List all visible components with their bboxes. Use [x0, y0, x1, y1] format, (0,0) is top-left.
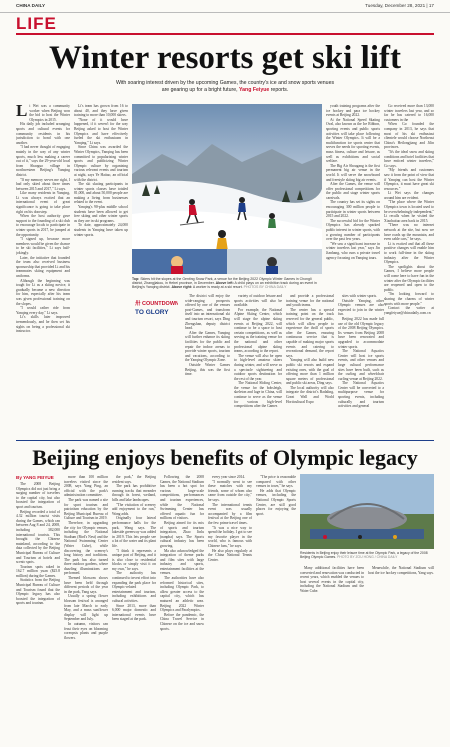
headline-secondary: Beijing enjoys benefits of Olympic legacy — [32, 445, 418, 470]
paragraph: Since 2013, more than 6,000 major domestic and international events have been staged at the park. — [112, 603, 156, 622]
paragraph: sites with winter sports. — [342, 294, 378, 298]
paragraph: "None of it would have happened, if it weren't for the way Beijing asked to host the Winter Olympics and have effectively fueled the ski enthusiasm in Yanqing," Li says. — [74, 117, 128, 145]
paragraph: Themed blossom shows have been held through different periods of the year in the park, Yang says. — [64, 576, 108, 594]
article2-col3 — [112, 475, 156, 740]
paragraph: Beijing recorded a total of 4.32 million tourist visits during the Games, which ran between Aug 8 and 24, 2008, including 382,000 international tourists. This brought the Chinese mainland, according to the data collected by the Beijing Municipal Bureau of Culture and Tourism at hotels and scenic spots. — [16, 509, 60, 565]
paragraph: more than 100 million travelers visited since the 2008, says Yang Ping, an official with the park's administration committee. — [64, 475, 108, 498]
paragraph: When Go founded the company in 2013, he says that most of his ski enthusiast clientele would choose Northeast China's Heilongjiang and Jilin provinces. — [384, 122, 434, 150]
caption-text3: A worker is ready at a ski resort. — [192, 285, 243, 290]
dropcap: L — [16, 104, 28, 120]
paragraph: The district will enjoy the wide-ranging prospects offered by one of the venues post-Games, and transform itself into an international ski and tourism resort, says Ding Zhengshan, deputy district head. — [185, 294, 230, 331]
paragraph: At the National Speed Skating Oval, also known as the Ice Ribbon, sporting events and public sports activities will take place following the Winter Olympics. It will be a multifunction ice sports center that serves the needs for sporting events, mass fitness, culture and leisure, as well as exhibitions and social welfare. — [326, 117, 380, 164]
date-page: Tuesday, December 28, 2021 | 17 — [365, 3, 434, 8]
article2-col5 — [208, 475, 252, 740]
ski-slope-illustration — [132, 104, 322, 274]
paragraph: youth training programs after the ice hockey and para ice hockey events at Beijing 2022. — [326, 104, 380, 118]
paragraph: the park," the Beijing resident says. — [112, 475, 156, 484]
main-photo — [132, 104, 322, 274]
deck-suffix: reports. — [269, 87, 289, 93]
paragraph: Beijing aimed for its mix of sports and tourism integration, Zhao Jinlu (nanpha) says. The Sports cultural industry has been growing. — [160, 520, 204, 548]
deck-line1: With soaring interest driven by the upcoming Games, the country's ice and snow sports venues — [115, 80, 335, 86]
paragraph: Li is excited and that all these positive changes will enable him to work full-time in the skiing industry after the Winter Olympics. — [384, 241, 434, 265]
paragraph: Li's skills later improved tremendously, and he then set his sights on being a professional ski instructor. — [16, 315, 70, 334]
paragraph: Therefore, in upgrading the city for Olympic venues, including the National Stadium (Bird's Nest) and the National Swimming Center (Water Cube), while discovering the scenery's long history and traditions. The park has also turned three outdoor gardens, where dazzling illuminations are performed. — [64, 520, 108, 576]
article1-col6 — [338, 294, 384, 434]
paragraph: "It's the ideal snow and skiing conditions and hotel facilities that have enticed winter travelers," Go says. — [384, 149, 434, 168]
article2-col7 — [368, 566, 434, 740]
paragraph: Before the pandemic, the China Travel Service in Chinese on the ice and snow sports. — [160, 612, 204, 631]
paragraph: He also plays regularly at the China National Tennis Center. — [208, 548, 252, 562]
paragraph: "If my memory serves me right, I had only skied about three times between 2015 and 2017," Li says. — [16, 177, 70, 191]
paragraph: The park has prohibitive running tracks that meander through its forest, wetland, hills and lake landscapes. — [112, 484, 156, 502]
publication-name: CHINA DAILY — [16, 3, 46, 8]
paragraph: Li Wei says the changes around him are evident. — [384, 191, 434, 200]
section-divider — [16, 440, 434, 441]
paragraph: His daily job included arranging sports and cultural events for community residents in his jurisdiction to bond with one another. — [16, 122, 70, 145]
caption-text: Skiers hit the slopes at the Genting Snow Park, a venue for the Beijing 2022 Olympic Winter Games in Chongli district, Zhangjiakou, in Hebei province, in December. — [132, 277, 312, 286]
caption-label3: Above right: — [171, 285, 193, 290]
paragraph: Ma also acknowledged the integration of theme parks and film sites with large industry and sports, entertainment facilities at the venues. — [160, 548, 204, 576]
paragraph: The successful bid for the Winter Olympics has already sparked public interest in winter sports, with a growing number of participants over the past few years. — [326, 218, 380, 242]
article1-col7 — [326, 104, 380, 289]
paragraph: Outside Winter Games Beijing, this was the first time. — [185, 362, 230, 377]
paragraph: "It was a nice way to spend the holiday. I got to see my favorite player in the world, who is famous with Chinese fans," he says. — [208, 525, 252, 548]
article2-col2 — [64, 475, 108, 740]
paragraph: The center has a special training point on the track reserved for the general public, which will allow people to experience the thrill of sports after the Games, ensuring continuous service that is capable of making major sports events and catering to recreational demand, the report says. — [286, 307, 334, 358]
article2-byline: By YANG FEIYUE — [16, 475, 54, 480]
logo-line2: TO GLORY — [135, 309, 169, 316]
paragraph: The authorities have also reformed historical sites, including Olympic Park, to allow greater access to the capital city, which has matured an athletic area. Beijing 2022 Winter Olympics and Paralympics. — [160, 576, 204, 613]
paragraph: Later, the initiative that founded the team also received business sponsorship that provided Li and his teammates skiing equipment and uniforms. — [16, 255, 70, 278]
paragraph: "I'm looking forward to sharing the charms of winter sports with more people." — [384, 292, 434, 306]
deck-byline: Yang Feiyue — [238, 87, 270, 93]
paragraph: "The place where the Winter Olympics town is located used to be overwhelmingly independent," Li recalls when he visited the Xiaohaituo area back in 2015. — [384, 200, 434, 223]
deck-line2: are gearing up for a bright future, — [161, 87, 238, 93]
section-title: LIFE — [16, 14, 57, 33]
paragraph: Outside Yanqing, other Olympic venues are also expected to join in the winter fun. — [338, 298, 384, 317]
paragraph: Originally four lateral performance halls for the park, Wang says. The lakeside greenway was added in 2019. This lets people see a lot of the water and its plant life. — [112, 516, 156, 548]
paragraph: Since China was awarded the Winter Olympics, Yanqing has been committed to popularizing winter sports and publicizing Winter Olympic culture by organizing various relevant events and tourism at night, says Ye Haitao, an official with the district. — [74, 145, 128, 182]
paragraph: "My friends and customers saw it from the point of view that if Yanqing can host the Winter Olympics, it must have great ski resources." — [384, 168, 434, 191]
paragraph: The spotlights about the Games, I believe more people will come here to have fun in the winter after the Olympic facilities are reopened and open to the public. — [384, 264, 434, 292]
paragraph: "I signed up, because more members would be given the chance to be ski facilities," Li says half-jokingly. — [16, 237, 70, 255]
headline-main: Winter resorts get ski lift — [49, 40, 401, 76]
paragraph: Yanqing will also build new public ski resorts and expand existing ones, with the goal of offering more than 1 million square meters of professional and public ski areas, Ding says. — [286, 358, 334, 386]
paragraph: The authority has continued to invest effort into expanding the park place for Olympic-related entertainment and tourism, including exhibitions and cultural activities. — [112, 571, 156, 604]
paragraph: The National Aquatics Center will host ice sports events, and other venues and large cultural performance sites have been built, such as the curling and wheelchair curling venue at Beijing 2022. — [338, 349, 384, 381]
paragraph: The 2008 Beijing Olympics did not just bring a surging number of travelers to the capital city, but also boosted the integration of sport and tourism. — [16, 482, 60, 509]
paragraph: Yanqing's 90-plus middle school students have been allowed to get free skiing and other winter sports as they are in ski programs. — [74, 205, 128, 223]
paragraph: Usually a spring flower blossom festival is arranged from late March to early May, and a mass sunflower display will light up September and July. — [64, 594, 108, 622]
paragraph: For example, the National Alpine Skiing Center, which will stage the alpine skiing events at Beijing 2022, will continue to be a space to host certain competitions, as well as serving as the training venue for the national and other professional alpine skiing teams, according to the report. — [234, 307, 282, 354]
paragraph: Li's team has grown from 16 to about 40, and they have given training to more than 10,000 skiers. — [74, 104, 128, 118]
paragraph: The park was named a site for sport tourism and patriotism education by the Beijing Municipal Bureau of Culture and Tourism in 2019. — [64, 497, 108, 521]
caption-label: Top: — [132, 277, 140, 281]
page-header — [0, 0, 450, 13]
paragraph: After the Games, the venue will offer professional competitions for the public and stage winter sports carnivals. — [326, 182, 380, 200]
paragraph: The local authority will also integrate the district's Badaling, Great Wall and World Horticultural Expo — [286, 385, 334, 404]
paragraph: "There was no internet network at the site, but now we have roads up the mountain, and even cable cars," he says. — [384, 223, 434, 242]
article2-col1 — [16, 482, 60, 740]
olympic-park-photo — [300, 474, 434, 549]
paragraph: The country has set its sights on encouraging 300 million people to participate in winter sports between 2015 and 2022. — [326, 200, 380, 219]
paragraph: After the Games, Yanqing will further enhance its skiing facilities for the public and repair the indoor arenas to provide winter sports, tourism and vacations, according to the Yanqing Olympic Zone. — [185, 330, 230, 363]
paragraph: The Big Air Shougang is the first permanent big air venue in the world. It will serve the snowboard and freestyle skiing big air events. — [326, 163, 380, 182]
paragraph: Although the beginning was tough for Li as a skiing novice, it gradually became a new direction for him, especially after his team was given professional training on the slopes. — [16, 278, 70, 306]
paragraph: Statistics from the Beijing Municipal Bureau of Culture and Tourism found that the Olympic legacy has also boosted the integration of sports and tourism. — [16, 578, 60, 606]
paragraph: The international tennis event was usually accompanied by a film festival at the Beijing one of the few prime travel times. — [208, 502, 252, 525]
paragraph: Like many residents in Yanqing, Li was always excited that an international event of great significance is going to take place right on his doorstep. — [16, 191, 70, 214]
paragraph: "The price is reasonable compared with other venues in town," he says. — [256, 475, 296, 489]
paragraph: "I would rather ride from Yanqing every day," Li says. — [16, 306, 70, 315]
paragraph: The National Aquatics Center will be converted to a multipurpose venue for sporting events, including culturally and tourism activities and general — [338, 381, 384, 409]
caption-label2: Above left: — [215, 281, 234, 286]
article1-col4 — [234, 294, 282, 434]
paragraph: Beijing 2022 has made full use of the old Olympic legacy of the 2008 Beijing Olympics. Its venues from Beijing 2008 have been renovated and upgraded to accommodate winter sports. — [338, 316, 384, 349]
paragraph: When the host authority gave support to the founding of a ski club to encourage locals to participate in winter sports in 2017, he jumped at the opportunity. — [16, 214, 70, 237]
paragraph: The ski skating participants in winter sports classes have totaled 81,000, and about 50,000 people are making a living from businesses related to the event. — [74, 182, 128, 205]
paragraph: Many additional facilities have been converted and renovation was conducted in recent years, which enabled the venues to host several events in the capital city, including the National Stadium and the Water Cube. — [300, 566, 364, 593]
paragraph: variety of outdoor leisure and sports activities will also be available. — [234, 294, 282, 308]
paragraph: "I normally went to see these matches with my friends, some of whom also came from outside the city," he says. — [208, 479, 252, 502]
caption2-credit: PHOTO BY ZOU HONG / CHINA DAILY — [337, 555, 398, 560]
paragraph: To date, approximately 24,000 students in Yanqing have taken up winter sports. — [74, 223, 128, 237]
paragraph: i Wei was a community worker when Beijing won the bid to host the Winter Olympics in 2015. — [29, 104, 70, 122]
article1-col3 — [185, 294, 230, 434]
article2-col6b — [256, 475, 296, 740]
caption2-text: Residents in Beijing enjoy their leisure time at the Olympic Park, a legacy of the 2008 Beijing Olympic Games. — [300, 551, 428, 560]
countdown-logo — [133, 294, 178, 322]
paragraph: "We saw a significant increase in winter travelers last year," says Jin Jianhang, who runs a private travel agency focusing on Yanqing tours. — [326, 241, 380, 260]
photo-caption — [132, 277, 322, 290]
paragraph: "I had never thought of engaging mainly in the way of any winter sports, much less making a career out of it," says the 29-year-old local from Shaoguo village in northwestern Beijing's Yanqing district. — [16, 145, 70, 177]
article1-col1 — [16, 104, 70, 434]
paragraph: "The visitation of scenery add enjoyment to the run," Wang adds. — [112, 502, 156, 516]
paragraph: Contact the writer at yangfeiyue@chinadaily.com.cn — [384, 306, 434, 315]
paragraph: Meanwhile, the National Stadium will host the ice hockey competitions, Yang says. — [368, 566, 434, 575]
paragraph: The venue will also be open to high-level amateur skiers during winter, and will serve as a spectacle sightseeing and outdoor sports destination for the rest of the year. — [234, 353, 282, 381]
paragraph: Tourism spots raked in 162.7 million yuan ($25.8 million) during the Games. — [16, 564, 60, 578]
paragraph: Following the 2008 Games, the National Stadium has been a hot spot for various large-scale competitions, performances and tourism experiences, while the National Swimming Center has offered aquatic fun for millions of visitors. — [160, 475, 204, 521]
paragraph: Go received more than 13,000 winter travelers last year, and so far he has catered to 16,000 customers in the — [384, 104, 434, 122]
article2-col4 — [160, 475, 204, 740]
article1-col2 — [74, 104, 128, 434]
paragraph: "I think it represents a unique part of Beijing, and it is also close to residential blocks or simply visit it on my own," he says. — [112, 548, 156, 571]
photo2-caption — [300, 551, 434, 559]
paragraph: The National Sliding Center, the venue for the bobsleigh, skeleton and luge in China, will continue to serve as the venue for various high-level competitions after the Games — [234, 381, 282, 409]
article1-col5 — [286, 294, 334, 434]
logo-line1: 卅 COUNTDOWN — [135, 301, 178, 307]
paragraph: and provide a professional training venue for the national and youth teams. — [286, 294, 334, 308]
paragraph: He adds that Olympic venues, including the National Olympic Sports Center, are still good places for enjoying the sport. — [256, 488, 296, 516]
caption-text2: A child plays on an exhibition track during an event in Beijing's Yanqing district. — [132, 281, 317, 290]
paragraph: In autumn, visitors can feast their eyes on blooming coreopsis plants and purple flowers. — [64, 622, 108, 640]
photo-credit: PHOTOS BY CHINA DAILY — [243, 285, 287, 290]
paragraph: every year since 2014. — [212, 475, 246, 479]
article1-col8 — [384, 104, 434, 434]
deck — [90, 80, 360, 94]
article2-col6a — [300, 566, 364, 740]
section-rule — [16, 33, 434, 35]
